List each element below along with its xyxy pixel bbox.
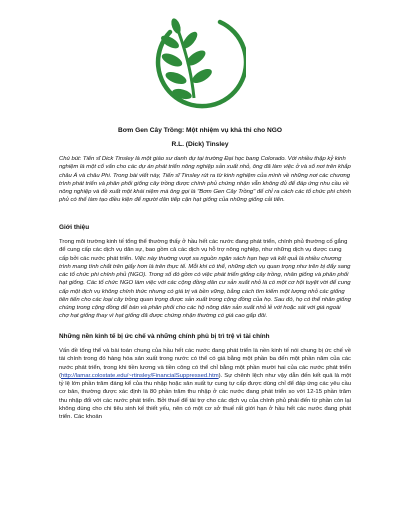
section-heading-economies: Những nền kinh tế bị ức chế và những chính phủ bị trì trệ vì tài chính — [59, 333, 270, 340]
intro-text-1: Trong môi trường kinh tế tổng thể thường thấy ở hầu hết các nước đang phát triển, chính phủ thường cố gắng để cung cấp các dịch vụ dân sự, bao gồm cả các dịch vụ hỗ trợ nông nghiệp, như những dịch vụ được cung cấp bởi các nước phát triển. — [59, 239, 348, 262]
document-author: R.L. (Dick) Tinsley — [171, 141, 229, 148]
section-intro-paragraph — [59, 238, 351, 321]
plant-leaves-logo — [148, 12, 246, 116]
intro-text-2: Việc này thường vượt xa nguồn ngân sách hạn hẹp và kết quả là nhiều chương trình mang tính chất trên giấy hơn là trên thực tế. Mỗi khi có thể, những dịch vụ quan trọng như trên bị đẩy sang các tổ chức phi chính phủ (NGO). Trong số đó gồm có việc phát triển giống cây trồng, nhân giống và phân phối hạt giống. Các tổ chức NGO làm việc với các cộng đồng dân cư sản xuất nhỏ là có một cơ hội tuyệt vời để cung cấp một dịch vụ không chính thức nhưng có giá trị và bền vững, bằng cách tìm kiếm một lượng nhỏ các giống tiên tiến cho các loại cây trồng quan trọng được sản xuất trong cộng đồng của họ. Sau đó, họ có thể nhân giống chúng trong cộng đồng để bán và phân phối cho các hộ nông dân sản xuất nhỏ lẻ với hoặc sát với giá ngoài chợ hạt giống thay vì hạt giống đã được chứng nhận thường có giá cao gấp đôi. — [59, 255, 351, 320]
economies-text-after-link: ). Sự chênh lệch như vậy dẫn đến kết quả là một tỷ lệ lớn phần trăm đáng kể của thu nhập hoặc sản xuất tự cung tự cấp được dùng chỉ để đáp ứng các yêu cầu cơ bản, thường được xác định là 80 phần trăm thu nhập ở các nước đang phát triển so với 12-15 phần trăm thu nhập đối với các nước phát triển. Bởi thuế để tài trợ cho các dịch vụ của chính phủ phải đến từ phần còn lại không dùng cho chi tiêu sinh kế thiết yếu, nên có một cơ sở thuế rất giới hạn ở hầu hết các nước đang phát triển. Các khoản — [59, 372, 351, 420]
author-note — [59, 155, 351, 205]
economies-text-before-link: Vấn đề tổng thể và bài toán chung của hầu hết các nước đang phát triển là nền kinh tế nói chung bị ức chế về tài chính trong đó hàng hóa sản xuất trong nước có thể có giá bằng một phần ba đến một phần năm của các nước phát triển, trong khi tiền lương và tiền công có thể chỉ bằng một phần mười hai của các nước phát triển — [59, 348, 351, 371]
section-economies-paragraph: Vấn đề tổng thể và bài toán chung của hầu hết các nước đang phát triển là nền kinh tế nói chung bị ức chế về tài chính trong đó hàng hóa sản xuất trong nước có thể có giá bằng một phần ba đến một phần năm của các nước phát triển, trong khi tiền lương và tiền công có thể chỉ bằng một phần mười hai của các nước phát triển (http://lamar.colostate.edu/~rtinsley/FinancialSuppressed.htm). Sự chênh lệch như vậy dẫn đến kết quả là một tỷ lệ lớn phần trăm đáng kể của thu nhập hoặc sản xuất tự cung tự cấp được dùng chỉ để đáp ứng các yêu cầu cơ bản, thường được xác định là 80 phần trăm thu nhập ở các nước đang phát triển so với 12-15 phần trăm thu nhập đối với các nước phát triển. Bởi thuế để tài trợ cho các dịch vụ của chính phủ phải đến từ phần còn lại không dùng cho chi tiêu sinh kế thiết yếu, nên có một cơ sở thuế rất giới hạn ở hầu hết các nước đang phát triển. Các khoản — [59, 348, 351, 420]
section-heading-intro: Giới thiệu — [59, 224, 90, 231]
source-link[interactable]: http://lamar.colostate.edu/~rtinsley/FinancialSuppressed.htm — [60, 372, 219, 379]
document-title: Bơm Gen Cây Trồng: Một nhiệm vụ khả thi cho NGO — [117, 127, 283, 134]
author-note-body: Tiến sĩ Dick Tinsley là một giáo sư danh dự tại trường Đại học bang Colorado. Với nhiều thập kỷ kinh nghiệm là một cố vấn cho các dự án phát triển nông nghiệp sản xuất nhỏ, ông đã làm việc ở và số nơi trên khắp châu Á và châu Phi. Trong bài viết này, Tiến sĩ Tinsley rút ra từ kinh nghiệm của mình về những nơi các chương trình phát triển và phân phối giống cây trồng được chính phủ chứng nhận vẫn không đủ để đáp ứng nhu cầu về nông nghiệp và đề xuất một khái niệm mà ông gọi là "Bơm Gen Cây Trồng" để chỉ ra cách các tổ chức phi chính phủ có thể làm tạo điều kiện để người dân tiếp cận hạt giống của những giống cải tiến. — [59, 156, 351, 204]
author-note-lead: Chú bút: — [59, 156, 82, 162]
